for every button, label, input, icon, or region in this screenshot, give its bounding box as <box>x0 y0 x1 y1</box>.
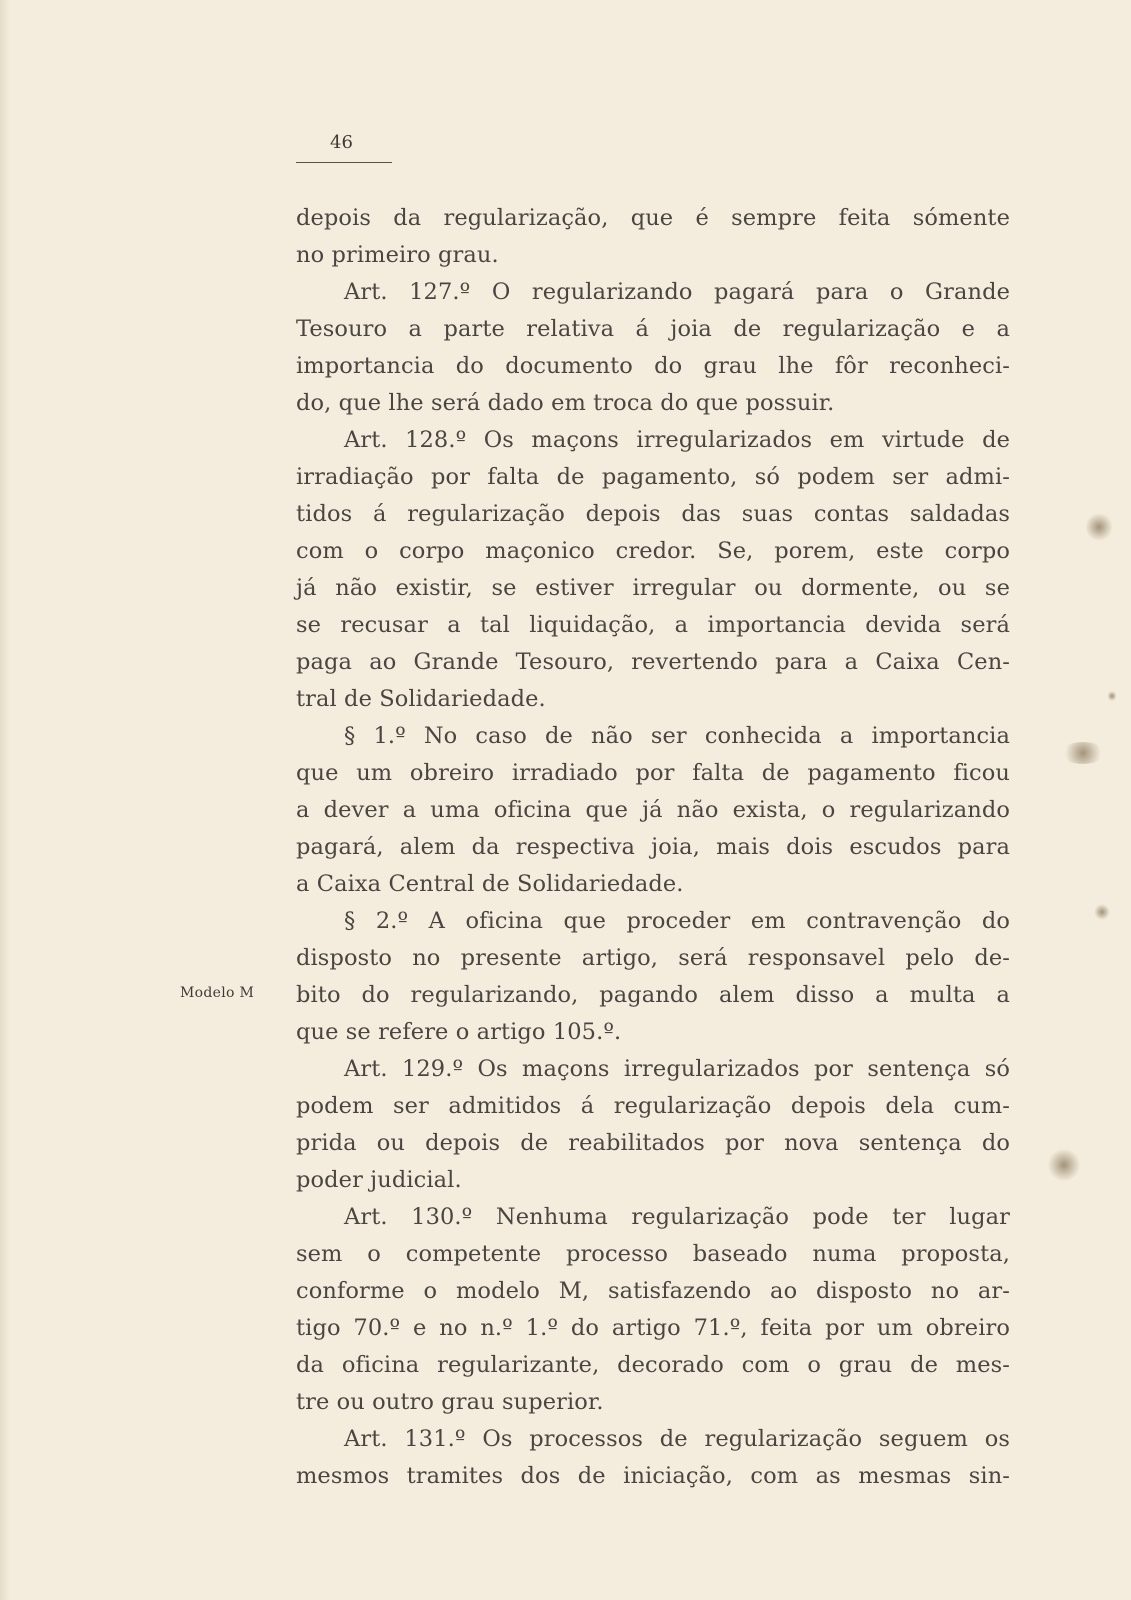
text-line: tigo 70.º e no n.º 1.º do artigo 71.º, feita por um obreiro <box>296 1315 1010 1341</box>
text-line: Art. 127.º O regularizando pagará para o Grande <box>344 279 1010 305</box>
text-line: que se refere o artigo 105.º. <box>296 1019 622 1045</box>
text-line: poder judicial. <box>296 1167 462 1193</box>
page-edge-shadow <box>0 0 10 1600</box>
text-line: irradiação por falta de pagamento, só podem ser admi- <box>296 464 1010 490</box>
text-line: do, que lhe será dado em troca do que possuir. <box>296 390 835 416</box>
text-line: que um obreiro irradiado por falta de pagamento ficou <box>296 760 1010 786</box>
paper-stain <box>1108 690 1116 702</box>
text-line: se recusar a tal liquidação, a importancia devida será <box>296 612 1010 638</box>
text-line: a dever a uma oficina que já não exista, o regularizando <box>296 797 1010 823</box>
text-line: já não existir, se estiver irregular ou dormente, ou se <box>296 575 1010 601</box>
text-line: tre ou outro grau superior. <box>296 1389 604 1415</box>
text-line: importancia do documento do grau lhe fôr reconheci- <box>296 353 1010 379</box>
text-line: Art. 130.º Nenhuma regularização pode ter lugar <box>344 1204 1010 1230</box>
paper-stain <box>1060 742 1106 764</box>
text-line: depois da regularização, que é sempre feita sómente <box>296 205 1010 231</box>
text-line: a Caixa Central de Solidariedade. <box>296 871 684 897</box>
text-line: com o corpo maçonico credor. Se, porem, este corpo <box>296 538 1010 564</box>
text-line: Tesouro a parte relativa á joia de regularização e a <box>296 316 1010 342</box>
text-line: disposto no presente artigo, será responsavel pelo de- <box>296 945 1010 971</box>
page-number-rule <box>296 162 392 163</box>
text-line: bito do regularizando, pagando alem disso a multa a <box>296 982 1010 1008</box>
text-line: mesmos tramites dos de iniciação, com as mesmas sin- <box>296 1463 1010 1489</box>
text-line: paga ao Grande Tesouro, revertendo para a Caixa Cen- <box>296 649 1010 675</box>
text-line: prida ou depois de reabilitados por nova sentença do <box>296 1130 1010 1156</box>
text-line: § 2.º A oficina que proceder em contravenção do <box>344 908 1010 934</box>
text-line: Art. 131.º Os processos de regularização seguem os <box>344 1426 1010 1452</box>
body-text <box>296 200 1010 1495</box>
paper-stain <box>1094 904 1110 920</box>
text-line: tral de Solidariedade. <box>296 686 546 712</box>
text-line: conforme o modelo M, satisfazendo ao disposto no ar- <box>296 1278 1010 1304</box>
text-line: no primeiro grau. <box>296 242 499 268</box>
text-line: pagará, alem da respectiva joia, mais dois escudos para <box>296 834 1010 860</box>
paper-stain <box>1086 512 1112 542</box>
text-line: podem ser admitidos á regularização depois dela cum- <box>296 1093 1010 1119</box>
paper-stain <box>1048 1148 1080 1182</box>
text-line: da oficina regularizante, decorado com o grau de mes- <box>296 1352 1010 1378</box>
text-line: Art. 129.º Os maçons irregularizados por sentença só <box>344 1056 1010 1082</box>
text-line: § 1.º No caso de não ser conhecida a importancia <box>344 723 1010 749</box>
text-line: sem o competente processo baseado numa proposta, <box>296 1241 1010 1267</box>
text-line: tidos á regularização depois das suas contas saldadas <box>296 501 1010 527</box>
page-number: 46 <box>330 132 353 153</box>
margin-note: Modelo M <box>180 985 255 1001</box>
text-line: Art. 128.º Os maçons irregularizados em virtude de <box>344 427 1010 453</box>
